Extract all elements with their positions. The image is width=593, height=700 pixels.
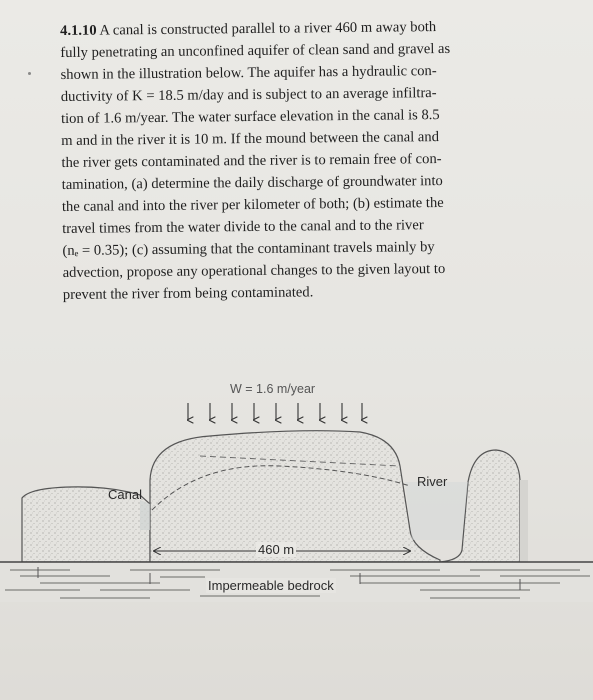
problem-line: travel times from the water divide to the canal and to the river [62,217,424,237]
problem-text [60,15,523,306]
problem-line: shown in the illustration below. The aquifer has a hydraulic con- [60,63,437,83]
problem-line: the river gets contaminated and the river is to remain free of con- [61,151,442,171]
infiltration-arrows [188,403,362,420]
canal-label: Canal [108,487,142,502]
problem-line: (nₑ = 0.35); (c) assuming that the contaminant travels mainly by [62,239,435,259]
problem-line: the canal and into the river per kilometer of both; (b) estimate the [61,194,444,215]
river-label: River [417,474,448,489]
problem-line: fully penetrating an unconfined aquifer of clean sand and gravel as [60,40,451,61]
problem-line: m and in the river it is 10 m. If the mound between the canal and [61,129,440,149]
problem-line: advection, propose any operational changes to the given layout to [62,260,446,281]
problem-line: 4.1.10 A canal is constructed parallel to a river 460 m away both [60,19,437,39]
aquifer-diagram [0,370,593,620]
problem-line: prevent the river from being contaminated. [62,284,314,303]
problem-number: 4.1.10 [60,22,97,39]
problem-line: tamination, (a) determine the daily discharge of groundwater into [61,173,443,193]
distance-label: 460 m [258,542,295,557]
problem-line: ductivity of K = 18.5 m/day and is subject to an average infiltra- [60,85,437,105]
problem-line: tion of 1.6 m/year. The water surface elevation in the canal is 8.5 [60,107,440,127]
bedrock-label: Impermeable bedrock [208,578,334,593]
infiltration-label: W = 1.6 m/year [230,382,316,396]
margin-mark [28,72,31,75]
